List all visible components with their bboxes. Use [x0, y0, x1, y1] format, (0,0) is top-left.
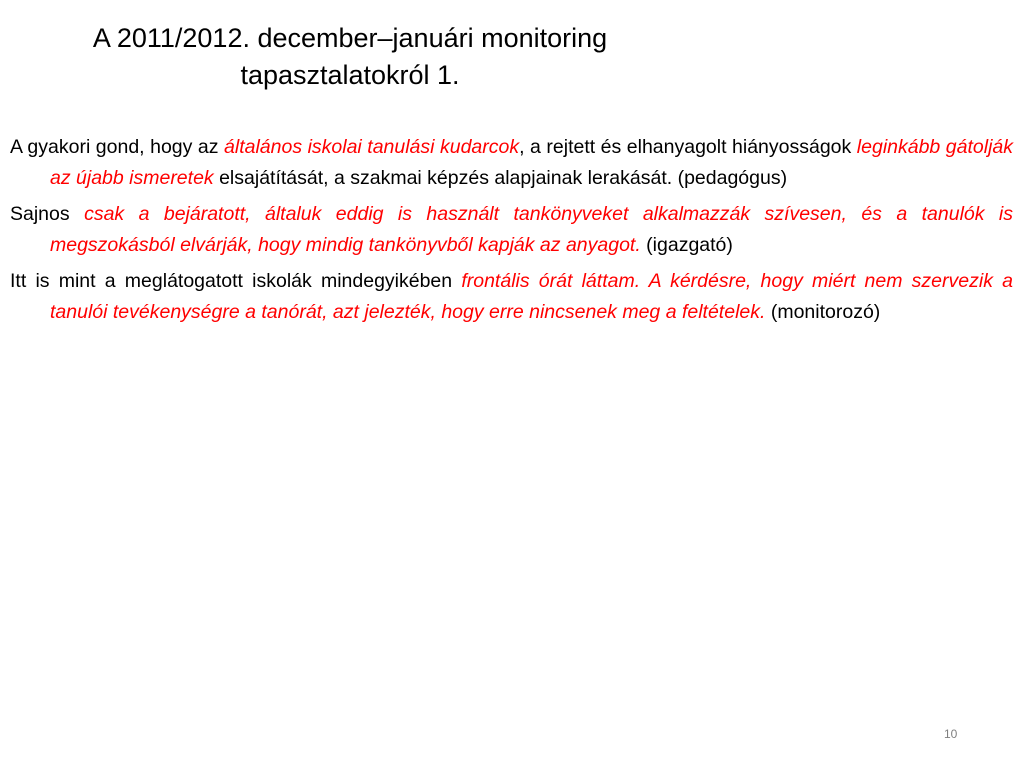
slide-title-line-1: A 2011/2012. december–januári monitoring [92, 23, 608, 53]
paragraph-igazgato [10, 199, 1013, 260]
paragraph-text: , a rejtett és elhanyagolt hiányosságok [519, 136, 857, 158]
paragraph-pedagogus [10, 132, 1013, 193]
paragraph-text: A gyakori gond, hogy az [10, 136, 225, 158]
paragraph-text: Itt is mint a meglátogatott iskolák mindegyikében [10, 270, 462, 292]
paragraph-text: Sajnos [10, 203, 85, 225]
highlighted-text: leginkább gátolják az újabb ismeretek [50, 136, 1013, 189]
page-number: 10 [944, 727, 958, 741]
highlighted-text: általános iskolai tanulási kudarcok [224, 136, 520, 158]
slide-title-line-2: tapasztalatokról 1. [240, 60, 460, 90]
highlighted-text: frontális órát láttam. A kérdésre, hogy miért nem szervezik a tanulói tevékenységre a tanórát, azt jelezték, hogy erre nincsenek meg a feltételek. [50, 270, 1013, 323]
slide-title [0, 20, 700, 94]
paragraph-text: elsajátítását, a szakmai képzés alapjainak lerakását. (pedagógus) [213, 166, 788, 189]
paragraph-text: (igazgató) [640, 233, 733, 256]
paragraph-text: (monitorozó) [765, 300, 881, 323]
highlighted-text: csak a bejáratott, általuk eddig is használt tankönyveket alkalmazzák szívesen, és a tanulók is megszokásból elvárják, hogy mindig tankönyvből kapják az anyagot. [50, 203, 1013, 256]
paragraph-monitorozo [10, 266, 1013, 327]
slide-body [10, 132, 1013, 333]
